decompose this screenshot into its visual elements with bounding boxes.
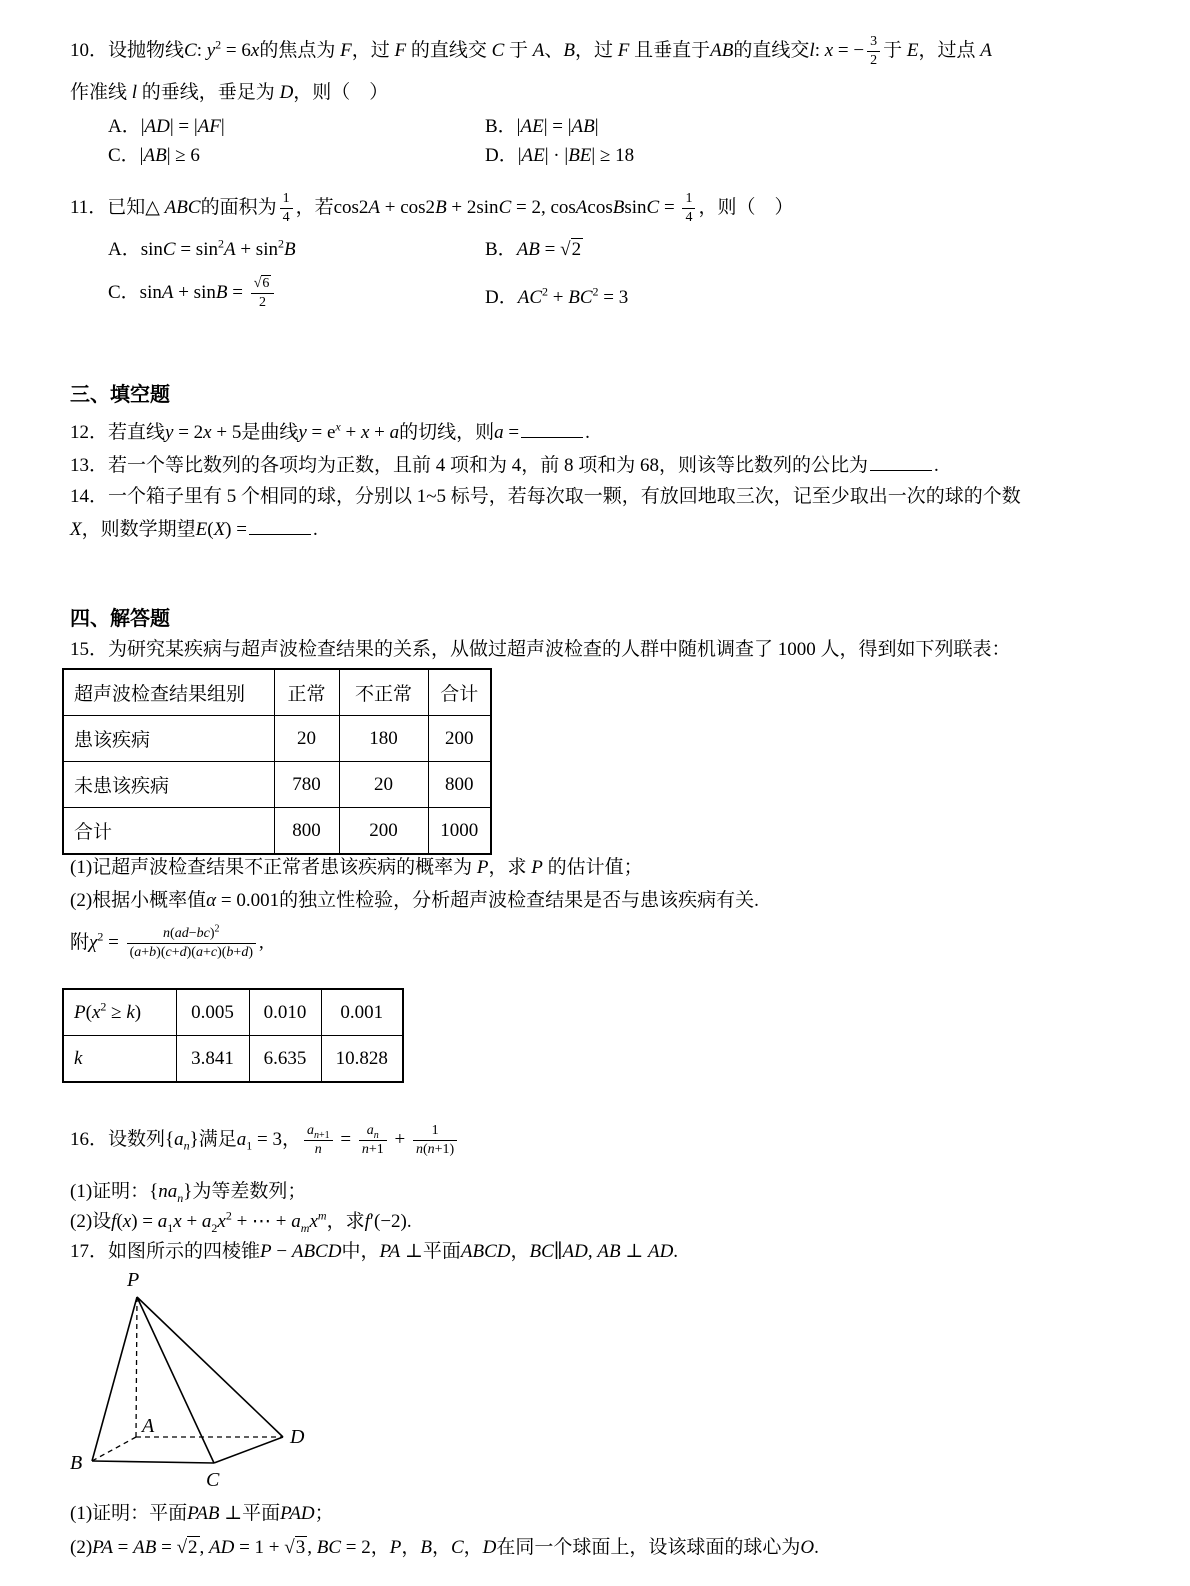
solid-edges — [92, 1297, 283, 1463]
table-cell: 180 — [339, 716, 428, 762]
vertex-label-p: P — [127, 1269, 140, 1291]
q16-part-1: (1)证明：$\{na_n\}$为等差数列； — [70, 1181, 307, 1205]
vertex-label-a: A — [142, 1415, 155, 1437]
table-cell: 780 — [274, 762, 339, 808]
vertex-label-d: D — [290, 1426, 305, 1448]
q16-part-2: (2)设$f(x) = a_1x + a_2x^2$ + ⋯ + $a_mx^m$，求f′(−2). — [70, 1208, 412, 1235]
q17-part-1: (1)证明：平面PAB ⊥平面PAD； — [70, 1503, 334, 1524]
vertex-label-c: C — [206, 1469, 220, 1491]
table-cell: k — [63, 1036, 176, 1083]
table-cell: 6.635 — [249, 1036, 321, 1083]
question-14-line-1: 14．一个箱子里有 5 个相同的球，分别以 1~5 标号，若每次取一颗，有放回地取三次，记至少取出一次的球的个数 — [70, 486, 1021, 507]
q11-option-b: B．AB = √2 — [485, 239, 582, 260]
table-row — [63, 716, 491, 762]
q15-part-1: (1)记超声波检查结果不正常者患该疾病的概率为 P，求 P 的估计值； — [70, 857, 643, 878]
question-13-line: 13．若一个等比数列的各项均为正数，且前 4 项和为 4，前 8 项和为 68，则该等比数列的公比为 . — [70, 450, 939, 481]
question-16-line: 16．设数列$\{a_n\}$满足$a_1 = 3$， $\frac{a_{n+1}}{n}$ = $\frac{a_n}{n+1}$ + $\frac{1}{n(n+1)}$ — [70, 1122, 460, 1159]
table-cell: 200 — [339, 808, 428, 855]
vertex-label-b: B — [70, 1452, 83, 1474]
table-cell: 20 — [339, 762, 428, 808]
table-cell: 0.001 — [321, 989, 403, 1036]
table-cell: 0.010 — [249, 989, 321, 1036]
q10-option-a: A．|AD| = |AF| — [108, 116, 225, 137]
table-cell: 1000 — [428, 808, 491, 855]
critical-value-table — [62, 988, 404, 1083]
q17-part-2: (2)PA = AB = √2 , AD = 1 + √3 , BC = 2，P，B，C，D在同一个球面上，设该球面的球心为O. — [70, 1537, 819, 1558]
table-row — [63, 989, 403, 1036]
question-12-line: 12．若直线y = 2x + 5是曲线$y = e^x + x + a$的切线，则a = . — [70, 417, 590, 448]
question-11-line: 11．已知△ ABC的面积为 $\frac{1}{4}$ ，若cos2A + cos2B + 2sinC = 2, cosAcosBsinC = $\frac{1}{4}$ ，则（ ） — [70, 191, 794, 225]
pyramid-figure — [64, 1256, 324, 1498]
q15-part-2: (2)根据小概率值α = 0.001的独立性检验，分析超声波检查结果是否与患该疾病有关. — [70, 890, 759, 911]
table-cell: 3.841 — [176, 1036, 249, 1083]
table-cell: 合计 — [63, 808, 274, 855]
table-row — [63, 762, 491, 808]
section-3-title: 三、填空题 — [70, 384, 170, 406]
section-4-title: 四、解答题 — [70, 608, 170, 630]
q11-option-c: C．sinA + sinB = $\frac{√6}{2}$ — [108, 275, 277, 312]
chi-square-formula: 附$\chi^2$ = $\frac{n(ad-bc)^2}{(a+b)(c+d)(a+c)(b+d)}$ , — [70, 923, 264, 960]
table-cell: 200 — [428, 716, 491, 762]
dashed-edges — [92, 1297, 283, 1461]
question-14-line-2: X，则数学期望E(X) = . — [70, 514, 318, 545]
table-cell: 10.828 — [321, 1036, 403, 1083]
table-cell: 合计 — [428, 669, 491, 716]
question-15-intro: 15．为研究某疾病与超声波检查结果的关系，从做过超声波检查的人群中随机调查了 1000 人，得到如下列联表： — [70, 639, 1011, 660]
question-10-line-1: 10．设抛物线C: $y^2 = 6x$的焦点为 F，过 F 的直线交 C 于 A、B，过 F 且垂直于AB的直线交l: x = − $\frac{3}{2}$ 于 E，过点 A — [70, 34, 992, 68]
table-cell: 800 — [274, 808, 339, 855]
table-row — [63, 808, 491, 855]
q11-option-a: A．$\sin C = \sin^2A + \sin^2B$ — [108, 236, 296, 260]
table-row — [63, 1036, 403, 1083]
table-cell: 超声波检查结果组别 — [63, 669, 274, 716]
q10-option-b: B．|AE| = |AB| — [485, 116, 599, 137]
table-cell: $P(x^2 \ge k)$ — [63, 989, 176, 1036]
question-10-line-2: 作准线 l 的垂线，垂足为 D，则（ ） — [70, 82, 389, 103]
contingency-table — [62, 668, 492, 855]
question-17-line: 17．如图所示的四棱锥P − ABCD中，PA ⊥平面ABCD，BC∥AD, AB ⊥ AD. — [70, 1241, 679, 1262]
q10-option-c: C．|AB| ≥ 6 — [108, 145, 200, 166]
q11-option-d: D．$AC^2 + BC^2 = 3$ — [485, 284, 629, 308]
q10-option-d: D．|AE| · |BE| ≥ 18 — [485, 145, 635, 166]
table-row — [63, 669, 491, 716]
table-cell: 0.005 — [176, 989, 249, 1036]
table-cell: 800 — [428, 762, 491, 808]
table-cell: 患该疾病 — [63, 716, 274, 762]
table-cell: 正常 — [274, 669, 339, 716]
table-cell: 未患该疾病 — [63, 762, 274, 808]
table-cell: 不正常 — [339, 669, 428, 716]
table-cell: 20 — [274, 716, 339, 762]
